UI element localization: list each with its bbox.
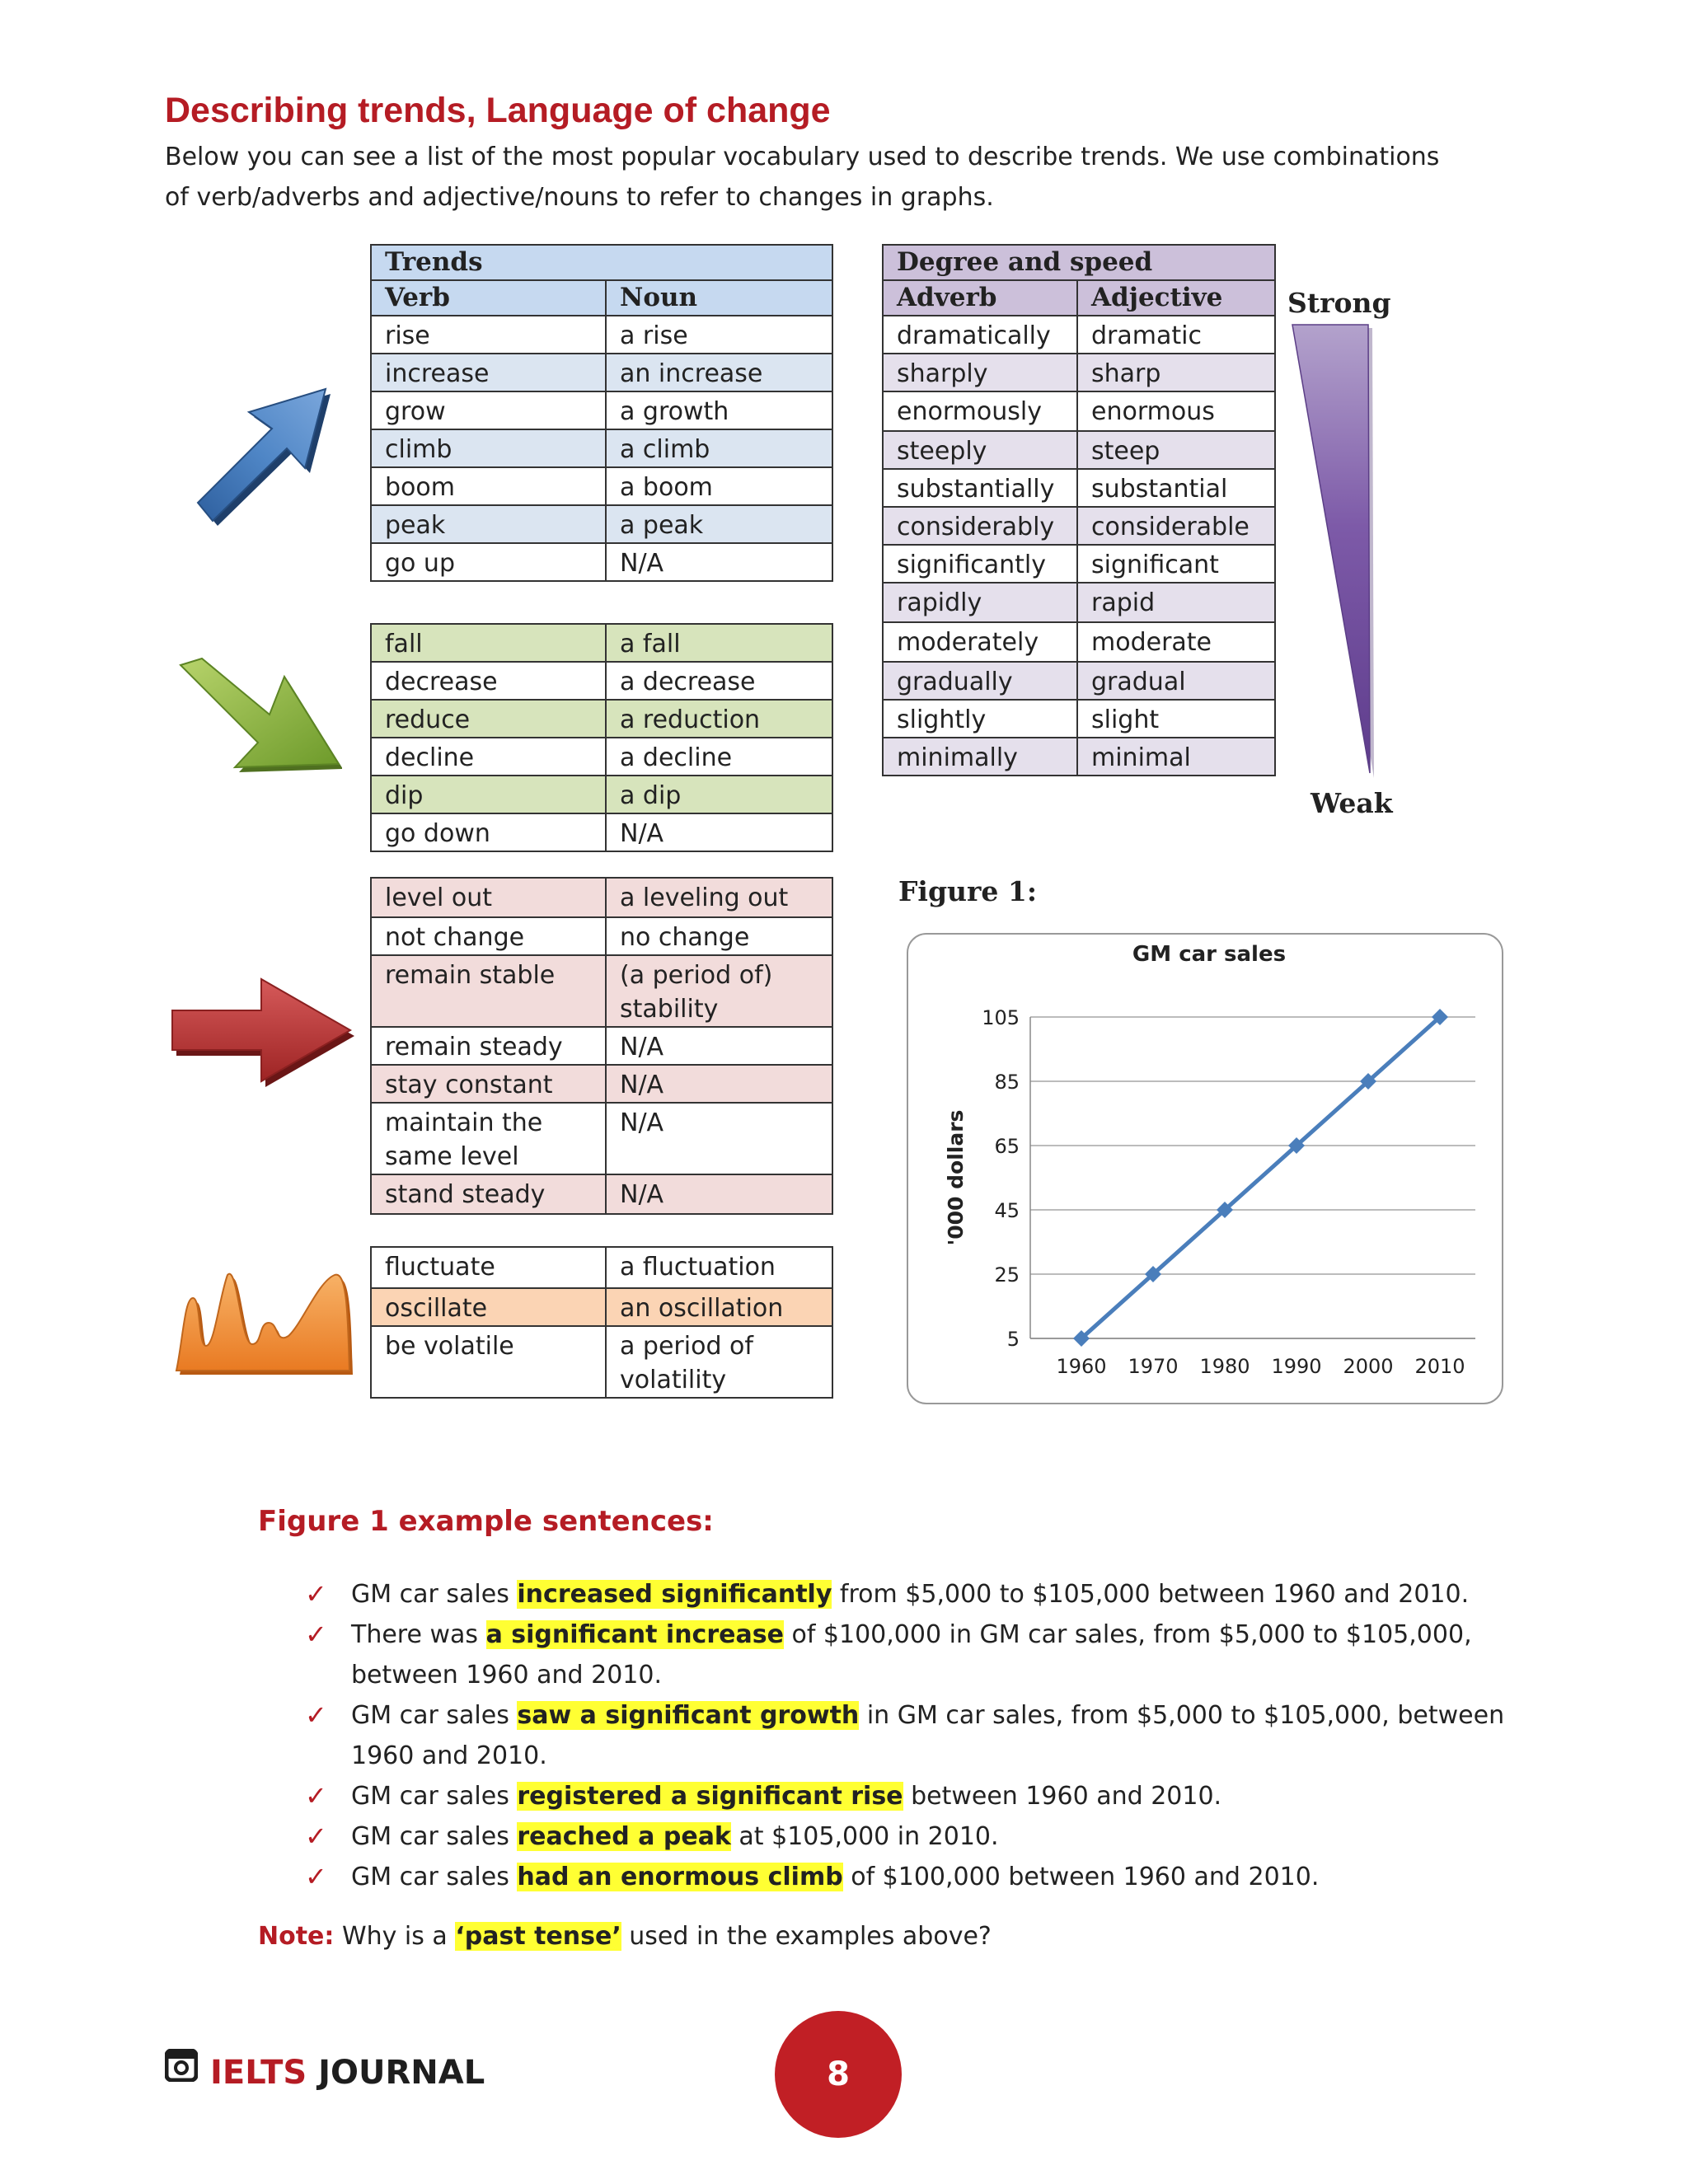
noun-cell: a decrease [606,662,832,700]
noun-cell: an oscillation [606,1288,832,1326]
noun-cell: a reduction [606,700,832,738]
noun-cell: a fall [606,624,832,662]
series-line [1081,1017,1440,1338]
degree-table [882,244,1276,776]
adjective-cell: significant [1077,545,1275,583]
table-row [371,955,832,1027]
wedge-scale-icon [1286,321,1385,783]
adverb-cell: enormously [883,391,1077,431]
example-text: from $5,000 to $105,000 between 1960 and 2010. [832,1580,1470,1609]
table-row [371,543,832,581]
example-text: GM car sales [351,1701,518,1730]
example-highlight: a significant increase [485,1620,784,1649]
noun-cell: a fluctuation [606,1247,832,1288]
trends-title: Trends [371,245,832,280]
note-label: Note: [258,1922,335,1951]
example-text: GM car sales [351,1863,518,1891]
strong-label: Strong [1287,287,1391,319]
y-axis-label: '000 dollars [944,1109,968,1246]
note-highlight: ‘past tense’ [455,1922,621,1951]
example-text: of $100,000 between 1960 and 2010. [842,1863,1320,1891]
table-row [371,505,832,543]
note-text-post: used in the examples above? [621,1922,992,1951]
verb-cell: dip [371,776,606,813]
noun-cell: N/A [606,1065,832,1103]
example-text: GM car sales [351,1782,518,1811]
table-row [371,1103,832,1174]
noun-cell: a growth [606,391,832,429]
table-row [883,431,1275,469]
noun-header: Noun [606,280,832,316]
instagram-icon [165,2049,198,2082]
trends-stable-table [370,877,833,1215]
intro-text: Below you can see a list of the most popular vocabulary used to describe trends. We use combinations of verb/adverbs and adjective/nouns to refer to changes in graphs. [165,143,1440,212]
adjective-cell: minimal [1077,738,1275,776]
check-icon: ✓ [305,1780,327,1811]
trends-fluctuate-table [370,1246,833,1399]
example-highlight: increased significantly [517,1580,832,1609]
x-tick-label: 1980 [1199,1355,1250,1378]
table-row [371,917,832,955]
verb-cell: reduce [371,700,606,738]
x-tick-label: 1970 [1128,1355,1179,1378]
y-tick-label: 45 [994,1199,1020,1222]
table-row [883,316,1275,354]
example-highlight: registered a significant rise [517,1782,903,1811]
check-icon: ✓ [305,1619,327,1650]
table-row [371,1065,832,1103]
noun-cell: N/A [606,1027,832,1065]
table-row [883,545,1275,583]
wave-icon [173,1265,354,1380]
check-icon: ✓ [305,1578,327,1610]
trends-header-row [371,280,832,316]
adverb-cell: substantially [883,469,1077,507]
table-row [883,738,1275,776]
table-row [883,700,1275,738]
weak-label: Weak [1311,787,1393,819]
adverb-cell: dramatically [883,316,1077,354]
examples-list [305,1574,1525,1897]
figure-label: Figure 1: [898,875,1038,907]
list-item [305,1615,1525,1695]
down-right-arrow-icon [177,655,342,779]
example-text: between 1960 and 2010. [903,1782,1222,1811]
verb-cell: decline [371,738,606,776]
example-highlight: saw a significant growth [517,1701,860,1730]
adverb-cell: gradually [883,662,1077,700]
page-number: 8 [775,2011,902,2138]
x-tick-label: 2010 [1414,1355,1465,1378]
adverb-cell: rapidly [883,583,1077,622]
examples-heading: Figure 1 example sentences: [258,1505,714,1538]
verb-cell: peak [371,505,606,543]
verb-cell: rise [371,316,606,354]
table-row [883,469,1275,507]
chart-title: GM car sales [1132,942,1287,967]
brand-logo [210,2054,485,2092]
table-row [883,507,1275,545]
noun-cell: an increase [606,354,832,391]
noun-cell: N/A [606,543,832,581]
adverb-cell: minimally [883,738,1077,776]
verb-cell: increase [371,354,606,391]
verb-cell: go down [371,813,606,851]
example-text: GM car sales [351,1580,518,1609]
adjective-header: Adjective [1077,280,1275,316]
noun-cell: N/A [606,813,832,851]
adjective-cell: steep [1077,431,1275,469]
adverb-cell: sharply [883,354,1077,391]
table-row [371,354,832,391]
noun-cell: a climb [606,429,832,467]
y-tick-label: 65 [994,1135,1020,1158]
verb-cell: fluctuate [371,1247,606,1288]
verb-cell: not change [371,917,606,955]
table-row [371,316,832,354]
noun-cell: a dip [606,776,832,813]
adjective-cell: enormous [1077,391,1275,431]
degree-title-row [883,245,1275,280]
example-text: in GM car sales, from $5,000 to $105,000, between 1960 and 2010. [351,1701,1505,1770]
adjective-cell: moderate [1077,622,1275,662]
verb-cell: fall [371,624,606,662]
degree-header-row [883,280,1275,316]
table-row [371,662,832,700]
noun-cell: N/A [606,1103,832,1174]
verb-cell: oscillate [371,1288,606,1326]
table-row [371,878,832,917]
noun-cell: a rise [606,316,832,354]
x-tick-label: 1960 [1056,1355,1107,1378]
gm-car-sales-chart [908,935,1502,1403]
noun-cell: a peak [606,505,832,543]
noun-cell: N/A [606,1174,832,1214]
noun-cell: no change [606,917,832,955]
example-highlight: reached a peak [517,1822,731,1851]
adjective-cell: dramatic [1077,316,1275,354]
adjective-cell: rapid [1077,583,1275,622]
y-tick-label: 25 [994,1263,1020,1286]
verb-cell: stand steady [371,1174,606,1214]
table-row [371,1288,832,1326]
table-row [371,1326,832,1398]
adjective-cell: slight [1077,700,1275,738]
table-row [371,1247,832,1288]
table-row [371,391,832,429]
verb-cell: boom [371,467,606,505]
chart-frame [907,933,1503,1404]
table-row [371,738,832,776]
example-highlight: had an enormous climb [517,1863,843,1891]
check-icon: ✓ [305,1821,327,1852]
table-row [371,1027,832,1065]
list-item [305,1695,1525,1776]
table-row [883,354,1275,391]
adjective-cell: considerable [1077,507,1275,545]
verb-cell: maintain the same level [371,1103,606,1174]
list-item [305,1574,1525,1615]
y-tick-label: 85 [994,1071,1020,1094]
x-tick-label: 1990 [1271,1355,1322,1378]
page-title: Describing trends, Language of change [165,91,831,130]
table-row [883,662,1275,700]
table-row [371,429,832,467]
verb-cell: decrease [371,662,606,700]
degree-title: Degree and speed [883,245,1275,280]
verb-header: Verb [371,280,606,316]
example-text: There was [351,1620,486,1649]
adverb-cell: significantly [883,545,1077,583]
table-row [371,813,832,851]
noun-cell: (a period of) stability [606,955,832,1027]
adjective-cell: substantial [1077,469,1275,507]
verb-cell: remain steady [371,1027,606,1065]
list-item [305,1857,1525,1897]
trends-down-table [370,623,833,852]
table-row [883,622,1275,662]
adverb-cell: moderately [883,622,1077,662]
check-icon: ✓ [305,1861,327,1892]
trends-title-row [371,245,832,280]
verb-cell: stay constant [371,1065,606,1103]
verb-cell: climb [371,429,606,467]
table-row [371,624,832,662]
noun-cell: a decline [606,738,832,776]
adverb-cell: slightly [883,700,1077,738]
table-row [883,391,1275,431]
brand-journal: JOURNAL [318,2054,485,2092]
noun-cell: a period of volatility [606,1326,832,1398]
right-arrow-icon [169,972,359,1096]
adverb-cell: steeply [883,431,1077,469]
list-item [305,1816,1525,1857]
table-row [371,700,832,738]
up-right-arrow-icon [181,379,338,536]
y-tick-label: 105 [982,1006,1020,1029]
x-tick-label: 2000 [1343,1355,1394,1378]
verb-cell: go up [371,543,606,581]
example-text: GM car sales [351,1822,518,1851]
example-text: at $105,000 in 2010. [730,1822,999,1851]
y-tick-label: 5 [1006,1328,1020,1351]
verb-cell: remain stable [371,955,606,1027]
verb-cell: be volatile [371,1326,606,1398]
note [258,1916,992,1957]
table-row [883,583,1275,622]
check-icon: ✓ [305,1699,327,1731]
noun-cell: a boom [606,467,832,505]
note-text-pre: Why is a [334,1922,456,1951]
noun-cell: a leveling out [606,878,832,917]
adverb-cell: considerably [883,507,1077,545]
adverb-header: Adverb [883,280,1077,316]
table-row [371,1174,832,1214]
table-row [371,776,832,813]
brand-ielts: IELTS [210,2054,307,2092]
trends-up-table [370,244,833,582]
adjective-cell: gradual [1077,662,1275,700]
list-item [305,1776,1525,1816]
example-text: of $100,000 in GM car sales, from $5,000 to $105,000, between 1960 and 2010. [351,1620,1472,1690]
verb-cell: grow [371,391,606,429]
table-row [371,467,832,505]
adjective-cell: sharp [1077,354,1275,391]
verb-cell: level out [371,878,606,917]
